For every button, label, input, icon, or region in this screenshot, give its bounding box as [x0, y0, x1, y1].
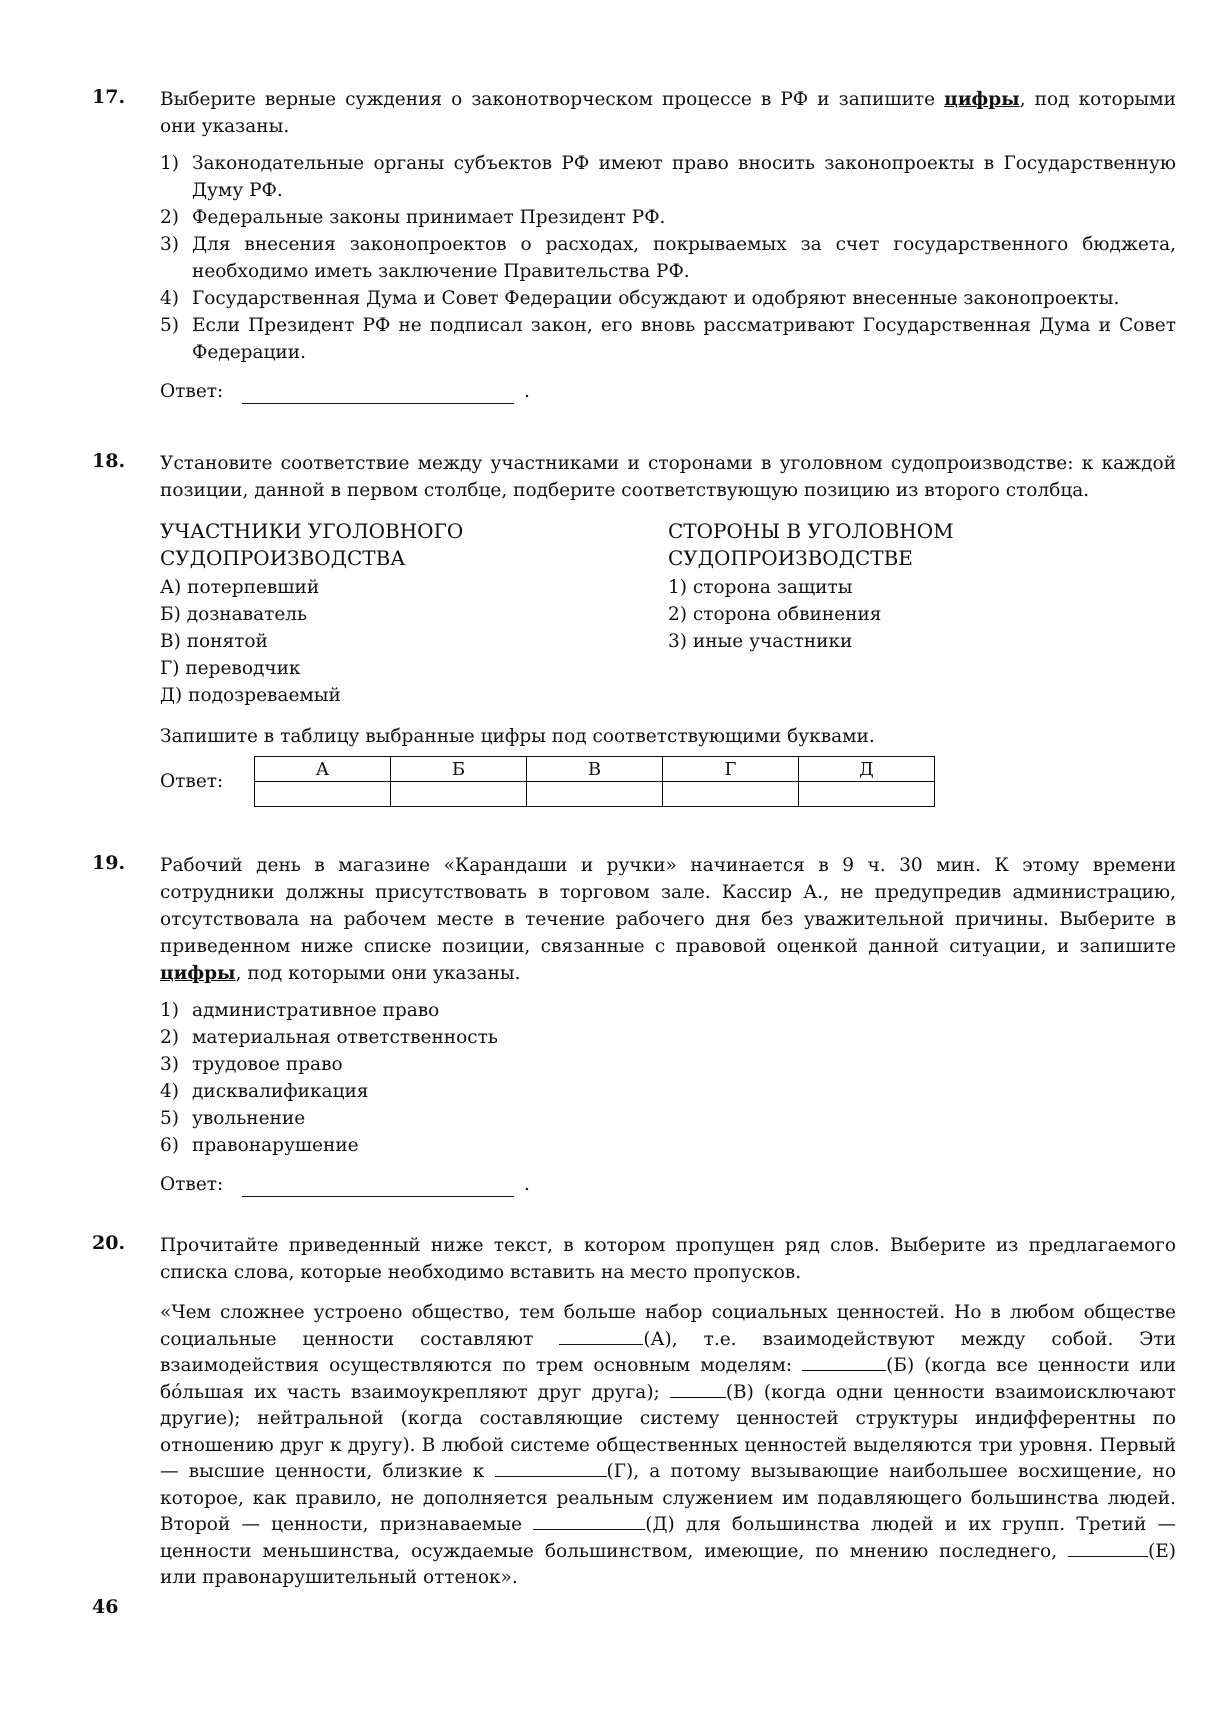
option-item: 5) увольнение [160, 1108, 306, 1129]
gap-b[interactable] [802, 1354, 886, 1371]
options-list [160, 997, 1176, 1159]
question-number: 19. [92, 852, 126, 874]
question-17 [92, 86, 1176, 404]
table-header: Д [799, 757, 935, 782]
question-18 [92, 450, 1176, 807]
answer-cell[interactable] [527, 782, 663, 807]
page-number: 46 [92, 1596, 119, 1618]
table-header: Б [391, 757, 527, 782]
gap-a[interactable] [559, 1328, 643, 1345]
question-stem: Выберите верные суждения о законотворческом процессе в РФ и запишите цифры, под которыми они указаны. [160, 89, 1176, 137]
option-item: 3) Для внесения законопроектов о расходах, покрываемых за счет государственного бюджета, необходимо иметь заключение Правительства РФ. [160, 234, 1176, 282]
answer-cell[interactable] [799, 782, 935, 807]
list-item: 3) иные участники [668, 631, 853, 652]
passage-text: «Чем сложнее устроено общество, тем больше набор социальных ценностей. Но в любом обществе социальные ценности составляют (А), т.е. взаимодействуют между собой. Эти взаимодействия осуществляются по трем основным моделям: (Б) (когда все ценности или бóльшая их часть взаимоукрепляют друг друга); (В) (когда одни ценности взаимоисключают другие); нейтральной (когда составляющие систему ценностей структуры индифферентны по отношению друг к другу). В любой системе общественных ценностей выделяются три уровня. Первый — высшие ценности, близкие к (Г), а потому вызывающие наибольшее восхищение, но которое, как правило, не дополняется реальным служением им подавляющего большинства людей. Второй — ценности, признаваемые (Д) для большинства людей и их групп. Третий — ценности меньшинства, осуждаемые большинством, имеющие, по мнению последнего, (Е) или правонарушительный оттенок». [160, 1302, 1177, 1588]
option-item: 1) административное право [160, 1000, 440, 1021]
question-19 [92, 852, 1176, 1197]
option-item: 1) Законодательные органы субъектов РФ имеют право вносить законопроекты в Государственную Думу РФ. [160, 153, 1176, 201]
answer-label: Ответ: [160, 1174, 224, 1195]
answer-table-row [160, 756, 1176, 807]
option-item: 5) Если Президент РФ не подписал закон, его вновь рассматривают Государственная Дума и Совет Федерации. [160, 315, 1176, 363]
answer-cell[interactable] [663, 782, 799, 807]
answer-row: Ответ: . [160, 1174, 530, 1195]
option-item: 6) правонарушение [160, 1135, 359, 1156]
gap-e[interactable] [1068, 1540, 1148, 1557]
question-number: 20. [92, 1232, 126, 1254]
list-item: 2) сторона обвинения [668, 604, 882, 625]
list-item: А) потерпевший [160, 577, 320, 598]
question-number: 18. [92, 450, 126, 472]
options-list [160, 150, 1176, 366]
table-header: А [255, 757, 391, 782]
option-item: 2) материальная ответственность [160, 1027, 498, 1048]
option-item: 3) трудовое право [160, 1054, 343, 1075]
answer-line[interactable] [242, 1176, 514, 1197]
table-header: В [527, 757, 663, 782]
list-item: Б) дознаватель [160, 604, 308, 625]
answer-table [254, 756, 935, 807]
left-column: УЧАСТНИКИ УГОЛОВНОГО СУДОПРОИЗВОДСТВА А) потерпевший Б) дознаватель В) понятой Г) переводчик Д) подозреваемый [160, 518, 668, 709]
list-item: 1) сторона защиты [668, 577, 853, 598]
answer-line[interactable] [242, 383, 514, 404]
question-stem: Установите соответствие между участниками и сторонами в уголовном судопроизводстве: к каждой позиции, данной в первом столбце, подберите соответствующую позицию из второго столбца. [160, 453, 1176, 501]
answer-cell[interactable] [391, 782, 527, 807]
answer-row: Ответ: . [160, 381, 530, 402]
answer-label: Ответ: [160, 381, 224, 402]
list-item: В) понятой [160, 631, 268, 652]
question-20 [92, 1232, 1176, 1592]
fill-instructions: Запишите в таблицу выбранные цифры под соответствующими буквами. [160, 726, 875, 747]
gap-g[interactable] [495, 1460, 607, 1477]
matching-columns [160, 518, 1176, 709]
right-column: СТОРОНЫ В УГОЛОВНОМ СУДОПРОИЗВОДСТВЕ 1) сторона защиты 2) сторона обвинения 3) иные участники [668, 518, 1176, 709]
question-number: 17. [92, 86, 126, 108]
question-stem: Рабочий день в магазине «Карандаши и ручки» начинается в 9 ч. 30 мин. К этому времени сотрудники должны присутствовать в торговом зале. Кассир А., не предупредив администрацию, отсутствовала на рабочем месте в течение рабочего дня без уважительной причины. Выберите в приведенном ниже списке позиции, связанные с правовой оценкой данной ситуации, и запишите цифры, под которыми они указаны. [160, 855, 1176, 984]
answer-cell[interactable] [255, 782, 391, 807]
gap-v[interactable] [670, 1381, 726, 1398]
table-header: Г [663, 757, 799, 782]
option-item: 4) дисквалификация [160, 1081, 369, 1102]
question-stem: Прочитайте приведенный ниже текст, в котором пропущен ряд слов. Выберите из предлагаемого списка слова, которые необходимо вставить на место пропусков. [160, 1235, 1176, 1283]
list-item: Г) переводчик [160, 658, 301, 679]
answer-label: Ответ: [160, 771, 224, 792]
gap-d[interactable] [533, 1513, 645, 1530]
option-item: 2) Федеральные законы принимает Президент РФ. [160, 207, 666, 228]
list-item: Д) подозреваемый [160, 685, 341, 706]
option-item: 4) Государственная Дума и Совет Федерации обсуждают и одобряют внесенные законопроекты. [160, 288, 1120, 309]
